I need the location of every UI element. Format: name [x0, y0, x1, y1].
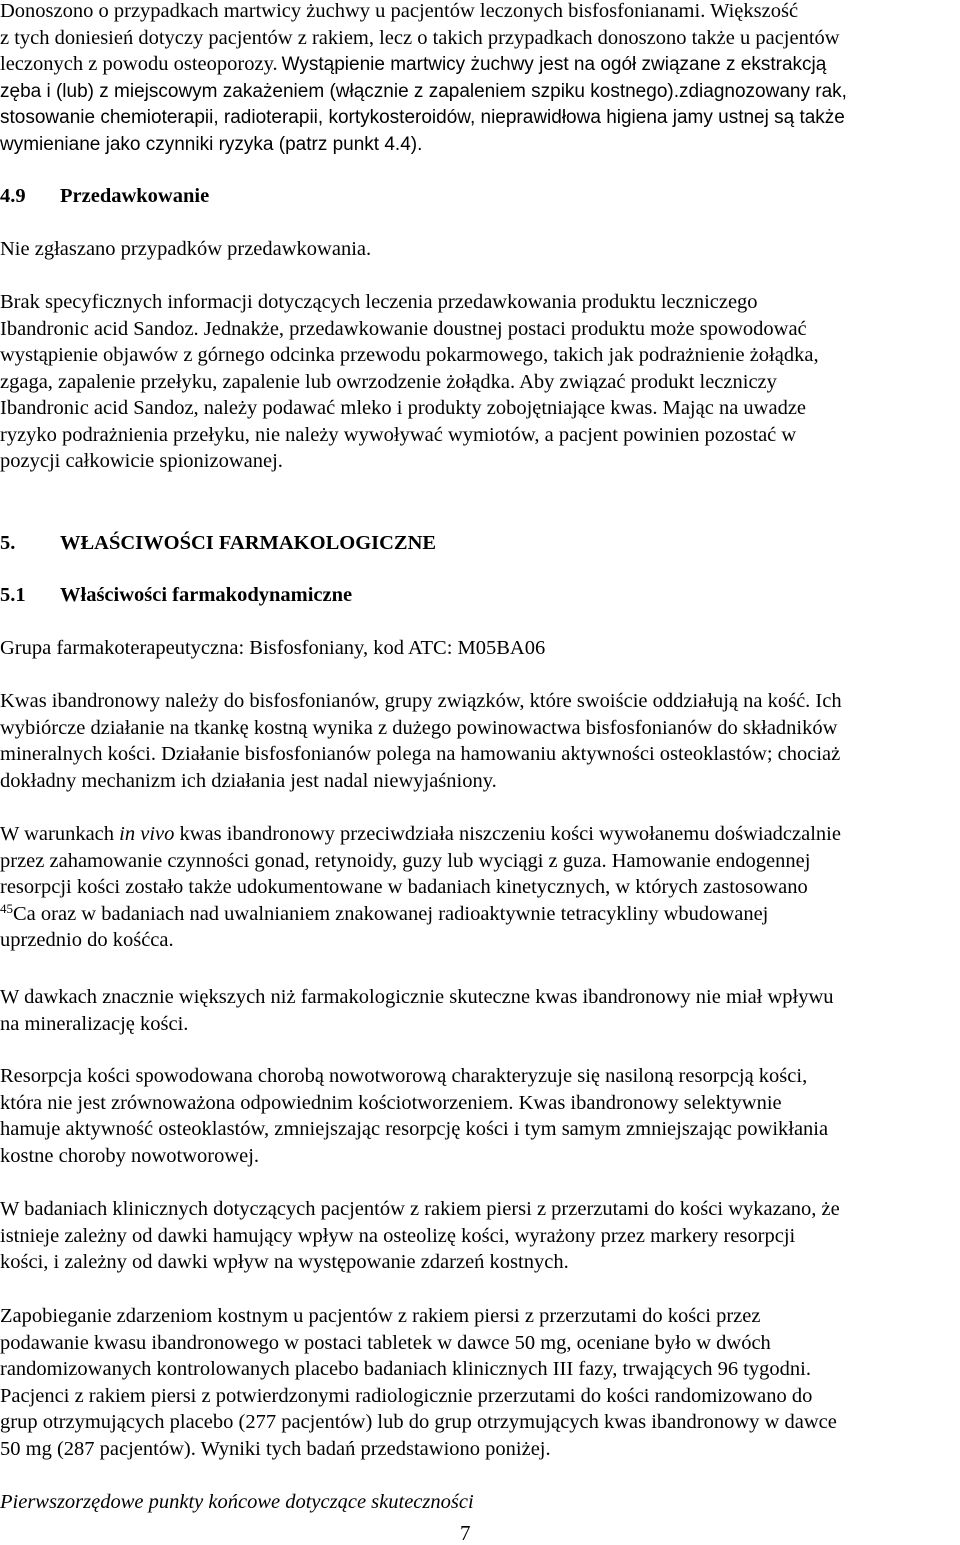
text-line: ryzyko podrażnienia przełyku, nie należy wywoływać wymiotów, a pacjent powinien pozostać w [0, 423, 797, 446]
paragraph [0, 289, 960, 475]
text-line: istnieje zależny od dawki hamujący wpływ na osteolizę kości, wyrażony przez markery resorpcji [0, 1224, 796, 1247]
text-line: leczonych z powodu osteoporozy. [0, 53, 278, 75]
text-line: W dawkach znacznie większych niż farmakologicznie skuteczne kwas ibandronowy nie miał wpływu [0, 986, 834, 1008]
text-line: kostne choroby nowotworowej. [0, 1144, 260, 1167]
section-title: Przedawkowanie [60, 185, 210, 207]
text-line: zęba i (lub) z miejscowym zakażeniem (włącznie z zapaleniem szpiku kostnego).zdiagnozowany rak, [0, 80, 847, 102]
section-heading-5 [0, 530, 436, 556]
text-line: Wystąpienie martwicy żuchwy jest na ogół związane z ekstrakcją [281, 54, 827, 75]
text-line: wybiórcze działanie na tkankę kostną wynika z dużego powinowactwa bisfosfonianów do składników [0, 716, 838, 739]
text-line: dokładny mechanizm ich działania jest nadal niewyjaśniony. [0, 769, 497, 792]
page-number: 7 [460, 1521, 471, 1545]
text-line: Resorpcja kości spowodowana chorobą nowotworową charakteryzuje się nasiloną resorpcją kości, [0, 1065, 808, 1087]
text-line: Kwas ibandronowy należy do bisfosfonianów, grupy związków, które swoiście oddziałują na kość. Ich [0, 690, 842, 712]
text-line: wymieniane jako czynniki ryzyka (patrz punkt 4.4). [0, 133, 423, 155]
text-line: przez zahamowanie czynności gonad, retynoidy, guzy lub wyciągi z guza. Hamowanie endogennej [0, 849, 811, 872]
paragraph [0, 1196, 960, 1276]
text-line: kości, i zależny od dawki wpływ na występowanie zdarzeń kostnych. [0, 1251, 569, 1273]
text-line: 50 mg (287 pacjentów). Wyniki tych badań przedstawiono poniżej. [0, 1437, 551, 1460]
text-line: podawanie kwasu ibandronowego w postaci tabletek w dawce 50 mg, oceniane było w dwóch [0, 1331, 771, 1354]
text-line: resorpcji kości zostało także udokumentowane w badaniach kinetycznych, w których zastosowano [0, 876, 808, 898]
paragraph [0, 1063, 960, 1169]
text-line: Grupa farmakoterapeutyczna: Bisfosfoniany, kod ATC: M05BA06 [0, 637, 546, 659]
paragraph [0, 688, 960, 794]
section-number: 4.9 [0, 185, 26, 207]
text-line: mineralnych kości. Działanie bisfosfonianów polega na hamowaniu aktywności osteoklastów; chociaż [0, 743, 841, 765]
paragraph [0, 1303, 960, 1462]
text-line: Zapobieganie zdarzeniom kostnym u pacjentów z rakiem piersi z przerzutami do kości przez [0, 1305, 761, 1327]
italic-term: in vivo [119, 823, 175, 845]
paragraph [0, 635, 960, 662]
section-number: 5.1 [0, 584, 26, 606]
text-line: wystąpienie objawów z górnego odcinka przewodu pokarmowego, takich jak podrażnienie żołądka, [0, 344, 819, 366]
text-line: Ibandronic acid Sandoz. Jednakże, przedawkowanie doustnej postaci produktu może spowodować [0, 317, 807, 340]
paragraph [0, 984, 960, 1037]
text-line: zgaga, zapalenie przełyku, zapalenie lub owrzodzenie żołądka. Aby związać produkt leczniczy [0, 370, 777, 393]
text-line: Pacjenci z rakiem piersi z potwierdzonymi radiologicznie przerzutami do kości randomizowano do [0, 1384, 813, 1407]
text-line: Brak specyficznych informacji dotyczących leczenia przedawkowania produktu leczniczego [0, 291, 758, 313]
text-line: $^{45}$Ca oraz w badaniach nad uwalnianiem znakowanej radioaktywnie tetracykliny wbudowanej [0, 900, 769, 925]
text-line: W badaniach klinicznych dotyczących pacjentów z rakiem piersi z przerzutami do kości wykazano, że [0, 1198, 840, 1220]
text-line: W warunkach in vivo kwas ibandronowy przeciwdziała niszczeniu kości wywołanemu doświadczalnie [0, 823, 841, 845]
text-line: stosowanie chemioterapii, radioterapii, kortykosteroidów, nieprawidłowa higiena jamy ustnej są także [0, 107, 845, 128]
intro-paragraph [0, 0, 960, 158]
text-line: Pierwszorzędowe punkty końcowe dotyczące skuteczności [0, 1491, 474, 1513]
text-line: z tych doniesień dotyczy pacjentów z rakiem, lecz o takich przypadkach donoszono także u pacjentów [0, 26, 840, 49]
text-line: uprzednio do kośćca. [0, 929, 174, 951]
text-line: Ibandronic acid Sandoz, należy podawać mleko i produkty zobojętniające kwas. Mając na uwadze [0, 397, 807, 419]
section-number: 5. [0, 532, 16, 554]
section-heading-4-9 [0, 183, 209, 209]
superscript-isotope-mass: 45 [0, 900, 13, 916]
text-line: grup otrzymujących placebo (277 pacjentów) lub do grup otrzymujących kwas ibandronowy w dawce [0, 1411, 837, 1433]
section-title: Właściwości farmakodynamiczne [60, 584, 353, 606]
section-title: WŁAŚCIWOŚCI FARMAKOLOGICZNE [60, 532, 437, 554]
text-line: Nie zgłaszano przypadków przedawkowania. [0, 238, 372, 260]
text-line: pozycji całkowicie spionizowanej. [0, 450, 283, 472]
paragraph [0, 821, 960, 954]
text-line: Donoszono o przypadkach martwicy żuchwy u pacjentów leczonych bisfosfonianami. Większość [0, 0, 799, 22]
subheading-efficacy-endpoints [0, 1489, 960, 1516]
text-line: randomizowanych kontrolowanych placebo badaniach klinicznych III fazy, trwających 96 tygodni. [0, 1358, 811, 1380]
paragraph [0, 236, 960, 263]
text-line: która nie jest zrównoważona odpowiednim kościotworzeniem. Kwas ibandronowy selektywnie [0, 1091, 782, 1114]
text-line: na mineralizację kości. [0, 1012, 189, 1035]
section-heading-5-1 [0, 582, 352, 608]
text-line: hamuje aktywność osteoklastów, zmniejszając resorpcję kości i tym samym zmniejszając powikłania [0, 1118, 829, 1140]
